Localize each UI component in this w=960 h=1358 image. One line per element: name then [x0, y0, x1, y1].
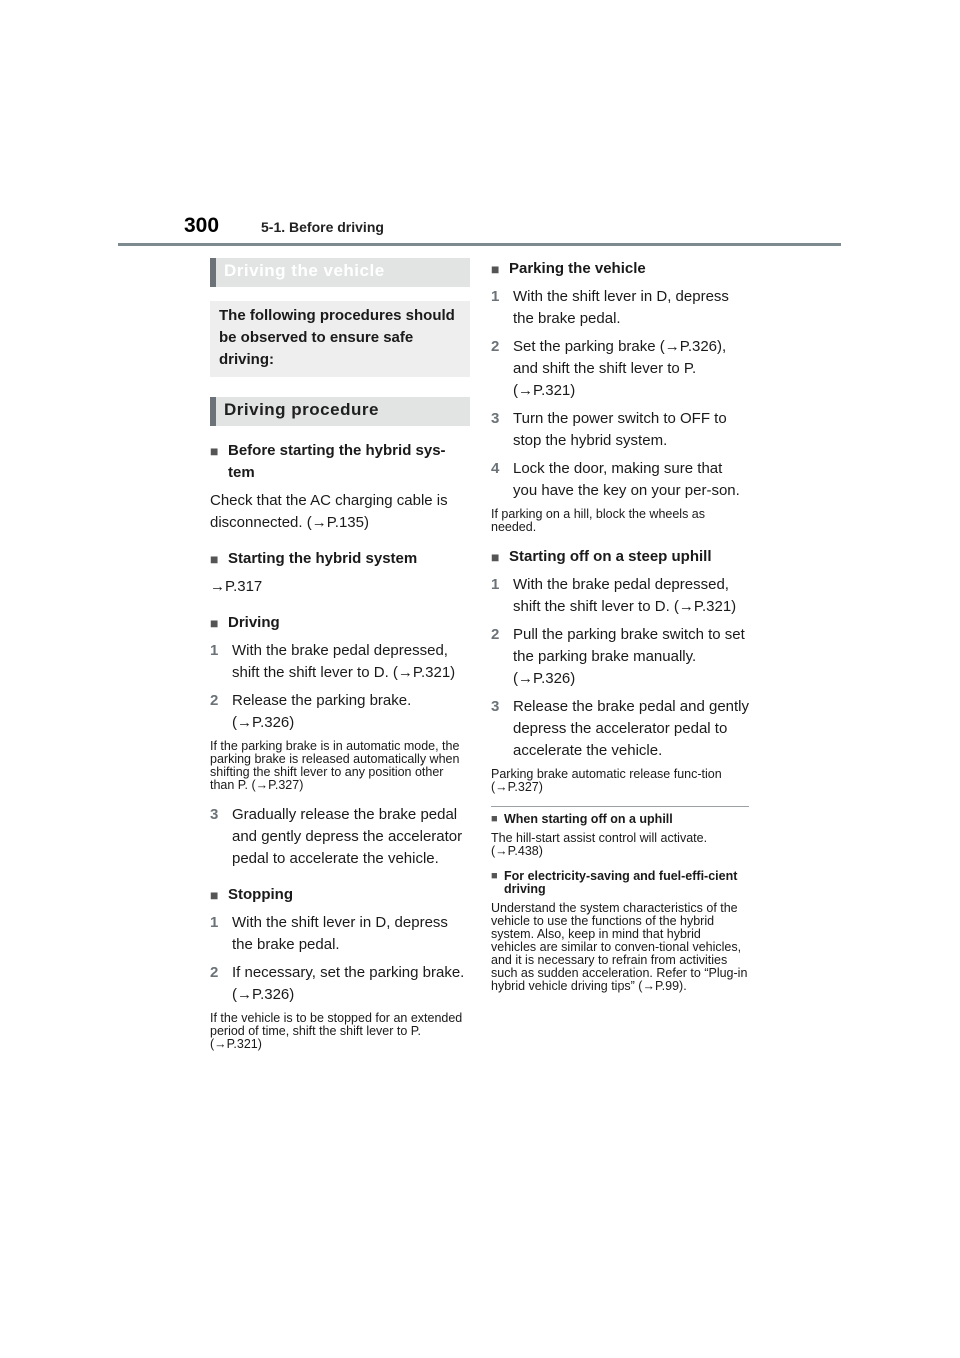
uphill-step: 3 Release the brake pedal and gently depress the accelerator pedal to accelerate the vehicle. [491, 698, 750, 759]
driving-step: 3 Gradually release the brake pedal and gently depress the accelerator pedal to accelerate the vehicle. [210, 806, 463, 867]
square-bullet-icon: ■ [491, 549, 500, 565]
uphill-step: 2 Pull the parking brake switch to set the parking brake manually. (→P.326) [491, 626, 745, 687]
driving-note: If the parking brake is in automatic mode, the parking brake is released automatically when shifting the shift lever to any position other than P. (→P.327) [210, 739, 460, 792]
header-rule [118, 243, 841, 246]
stopping-step: 2 If necessary, set the parking brake. (→P.326) [210, 964, 465, 1003]
section-label: 5-1. Before driving [261, 219, 384, 235]
square-bullet-icon: ■ [210, 443, 219, 459]
parking-note: If parking on a hill, block the wheels as needed. [491, 507, 706, 534]
parking-step: 2 Set the parking brake (→P.326), and shift the shift lever to P. (→P.321) [491, 338, 727, 399]
square-bullet-icon: ■ [210, 551, 219, 567]
driving-step: 2 Release the parking brake. (→P.326) [210, 692, 412, 731]
heading-driving-procedure: Driving procedure [210, 397, 470, 426]
square-bullet-icon: ■ [491, 813, 498, 825]
subhead-parking: ■ Parking the vehicle [491, 258, 749, 280]
subhead-stopping: ■ Stopping [210, 884, 470, 906]
subhead-starting-system: ■ Starting the hybrid system [210, 548, 470, 570]
subhead-when-uphill: ■ When starting off on a uphill [491, 812, 673, 826]
subhead-before-starting: ■ Before starting the hybrid sys-tem [210, 440, 470, 484]
uphill-note: Parking brake automatic release func-tion (→P.327) [491, 767, 722, 794]
starting-system-ref: →P.317 [210, 578, 263, 595]
square-bullet-icon: ■ [210, 615, 219, 631]
left-column [210, 258, 470, 1063]
divider [491, 806, 749, 807]
electricity-saving-text: Understand the system characteristics of the vehicle to use the functions of the hybrid system. Also, keep in mind that hybrid vehicles are similar to conven-tional vehicles, and it is necessary to refrain from activities such as sudden acceleration. Refer to “Plug-in hybrid vehicle driving tips” (→P.99). [491, 901, 748, 993]
uphill-step: 1 With the brake pedal depressed, shift the shift lever to D. (→P.321) [491, 576, 737, 615]
square-bullet-icon: ■ [210, 887, 219, 903]
parking-step: 4 Lock the door, making sure that you have the key on your per-son. [491, 460, 740, 499]
stopping-step: 1 With the shift lever in D, depress the brake pedal. [210, 914, 448, 953]
page-number: 300 [184, 214, 220, 237]
parking-step: 1 With the shift lever in D, depress the brake pedal. [491, 288, 729, 327]
subhead-electricity-saving: ■ For electricity-saving and fuel-effi-cient driving [491, 869, 738, 896]
stopping-note: If the vehicle is to be stopped for an extended period of time, shift the shift lever to P. (→P.321) [210, 1011, 463, 1051]
subhead-driving: ■ Driving [210, 612, 470, 634]
heading-driving-the-vehicle: Driving the vehicle [210, 258, 470, 287]
subhead-steep-uphill: ■ Starting off on a steep uphill [491, 546, 749, 568]
before-starting-text: Check that the AC charging cable is disconnected. (→P.135) [210, 492, 448, 531]
intro-box: The following procedures should be observed to ensure safe driving: [210, 301, 470, 377]
square-bullet-icon: ■ [491, 261, 500, 277]
square-bullet-icon: ■ [491, 870, 498, 882]
right-column [491, 258, 749, 1005]
when-uphill-text: The hill-start assist control will activate. (→P.438) [491, 831, 708, 858]
parking-step: 3 Turn the power switch to OFF to stop the hybrid system. [491, 410, 727, 449]
driving-step: 1 With the brake pedal depressed, shift the shift lever to D. (→P.321) [210, 642, 456, 681]
